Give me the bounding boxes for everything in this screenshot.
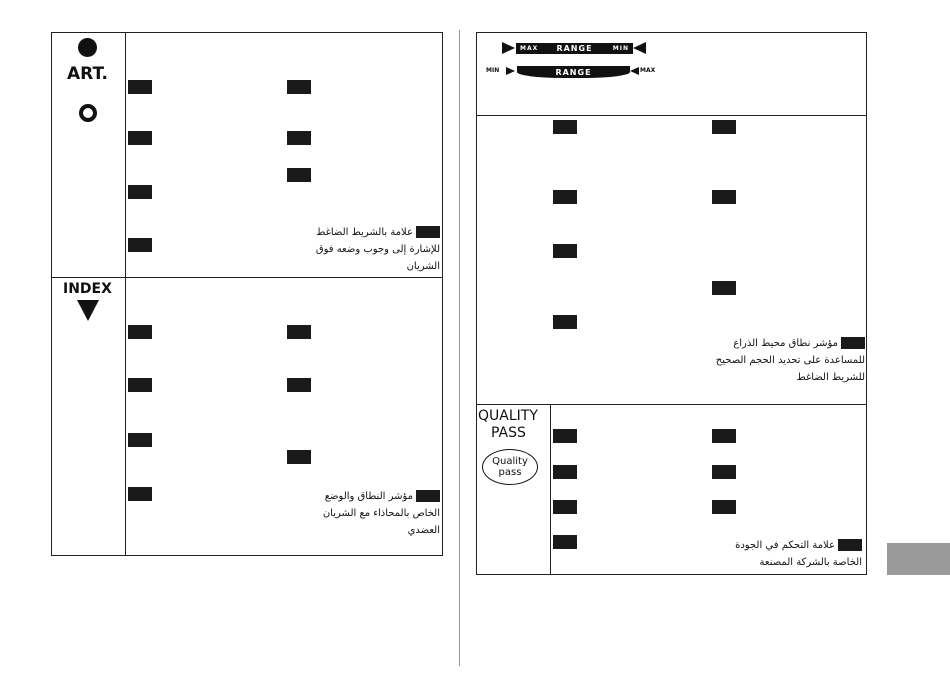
- arrow-left-small-icon: [630, 67, 639, 75]
- redacted-block: [712, 190, 736, 204]
- redacted-block: [712, 465, 736, 479]
- range-bottom-bar: [517, 66, 630, 78]
- chapter-tab: [887, 543, 950, 575]
- arrow-right-icon: [502, 42, 515, 54]
- quality-note-line-2: الخاصة بالشركة المصنعة: [759, 557, 862, 568]
- redacted-block: [128, 238, 152, 252]
- filled-circle-icon: [78, 38, 97, 57]
- left-table-divider: [125, 32, 126, 556]
- range-top-right: MIN: [612, 45, 629, 52]
- redacted-block: [841, 337, 865, 349]
- quality-icon-label-line-1: QUALITY: [478, 408, 538, 424]
- redacted-block: [553, 120, 577, 134]
- redacted-block: [838, 539, 862, 551]
- redacted-block: [128, 378, 152, 392]
- redacted-block: [553, 244, 577, 258]
- redacted-block: [553, 465, 577, 479]
- redacted-block: [712, 429, 736, 443]
- redacted-block: [287, 168, 311, 182]
- range-bottom-center: RANGE: [555, 68, 592, 77]
- right-table-row-separator: [476, 404, 867, 405]
- art-note-line-1: علامة بالشريط الضاغط: [316, 227, 413, 238]
- index-note-line-3: العضدي: [407, 525, 440, 536]
- quality-icon-label-line-2: PASS: [491, 425, 526, 441]
- redacted-block: [128, 325, 152, 339]
- index-note-line-1: مؤشر النطاق والوضع: [324, 491, 413, 502]
- redacted-block: [553, 535, 577, 549]
- range-top-left: MAX: [520, 45, 539, 52]
- redacted-block: [416, 226, 440, 238]
- art-note-line-2: للإشارة إلى وجوب وضعه فوق: [315, 244, 440, 255]
- redacted-block: [553, 315, 577, 329]
- redacted-block: [712, 500, 736, 514]
- redacted-block: [287, 378, 311, 392]
- redacted-block: [128, 80, 152, 94]
- redacted-block: [128, 131, 152, 145]
- right-table: [476, 32, 867, 575]
- quality-badge-line-1: Quality: [492, 456, 528, 467]
- range-bottom-left-label: MIN: [486, 67, 500, 74]
- quality-pass-badge: [482, 449, 538, 485]
- range-top-center: RANGE: [556, 44, 593, 53]
- range-note-line-3: للشريط الضاغط: [796, 372, 865, 383]
- redacted-block: [128, 433, 152, 447]
- art-note-line-3: الشريان: [406, 261, 440, 272]
- page-divider: [459, 30, 460, 666]
- redacted-block: [287, 325, 311, 339]
- redacted-block: [553, 429, 577, 443]
- range-note: [716, 335, 865, 386]
- art-note: [316, 224, 440, 275]
- quality-note-line-1: علامة التحكم في الجودة: [735, 540, 835, 551]
- left-table-row-separator: [51, 277, 443, 278]
- open-circle-icon: [79, 104, 97, 122]
- range-note-line-2: للمساعدة على تحديد الحجم الصحيح: [715, 355, 865, 366]
- redacted-block: [553, 190, 577, 204]
- art-icon-label: ART.: [67, 64, 108, 84]
- redacted-block: [287, 131, 311, 145]
- arrow-right-small-icon: [506, 67, 515, 75]
- redacted-block: [128, 185, 152, 199]
- quality-note: [735, 537, 862, 571]
- range-top-bar: [516, 43, 633, 54]
- right-table-quality-divider: [550, 404, 551, 575]
- index-triangle-icon: [77, 300, 99, 321]
- redacted-block: [287, 450, 311, 464]
- redacted-block: [712, 120, 736, 134]
- range-note-line-1: مؤشر نطاق محيط الذراع: [733, 338, 838, 349]
- redacted-block: [287, 80, 311, 94]
- index-note: [323, 488, 440, 539]
- arrow-left-icon: [633, 42, 646, 54]
- redacted-block: [128, 487, 152, 501]
- range-bottom-right-label: MAX: [640, 67, 656, 74]
- index-note-line-2: الخاص بالمحاذاء مع الشريان: [322, 508, 440, 519]
- redacted-block: [553, 500, 577, 514]
- right-table-header-separator: [476, 115, 867, 116]
- redacted-block: [712, 281, 736, 295]
- redacted-block: [416, 490, 440, 502]
- index-icon-label: INDEX: [63, 281, 112, 297]
- quality-badge-line-2: pass: [498, 467, 522, 478]
